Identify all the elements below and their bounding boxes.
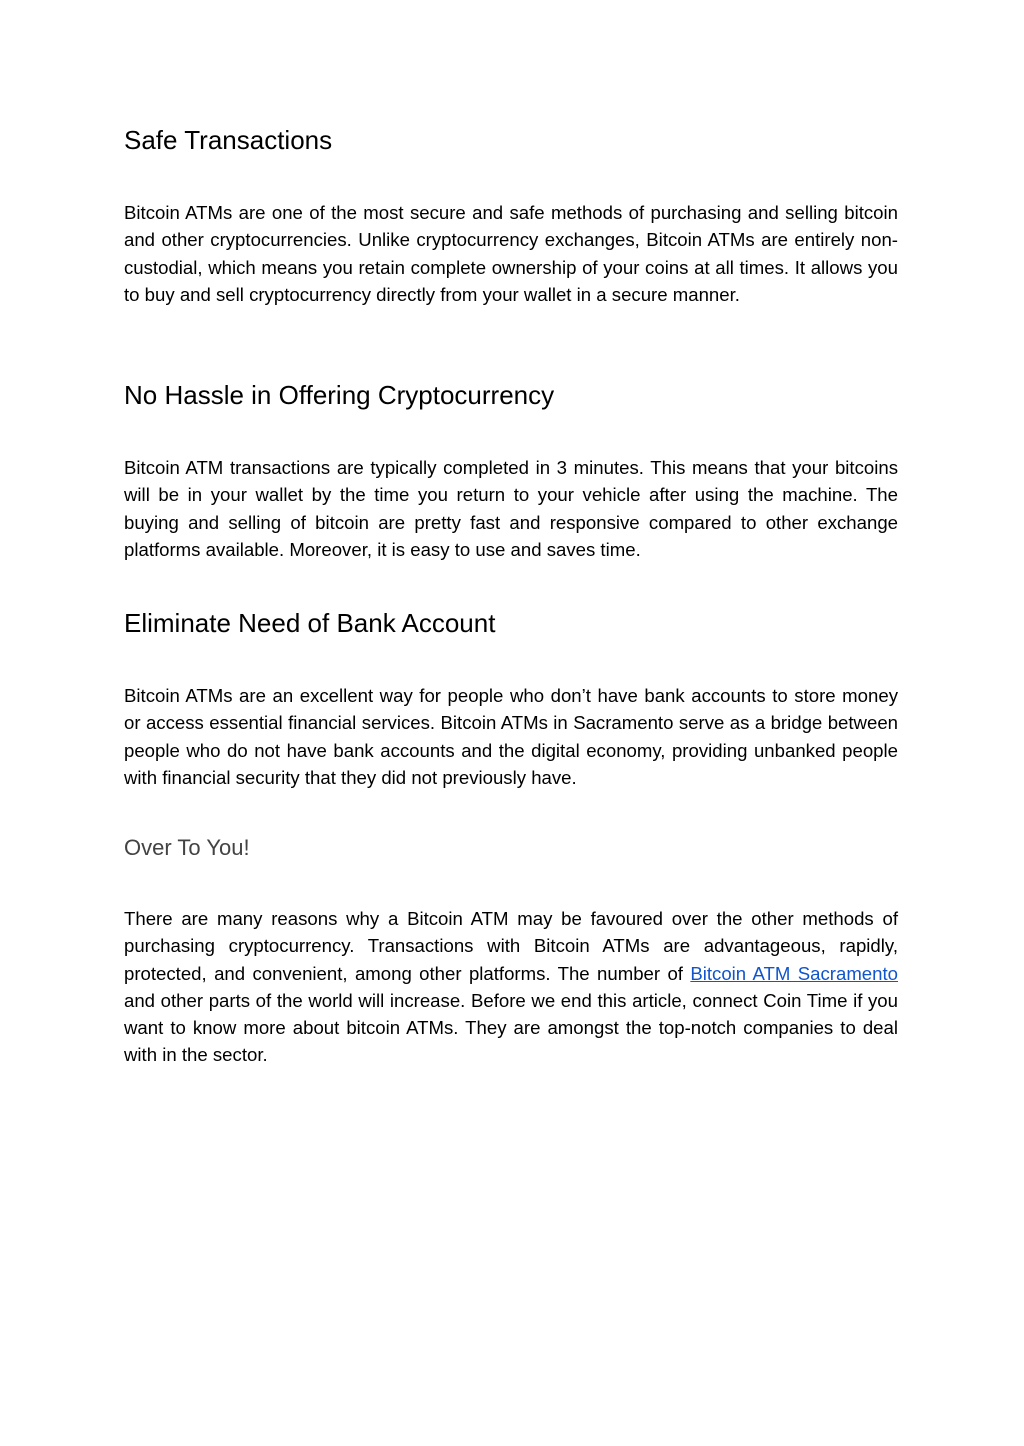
heading-no-hassle: No Hassle in Offering Cryptocurrency (124, 380, 555, 410)
paragraph-no-hassle: Bitcoin ATM transactions are typically completed in 3 minutes. This means that your bitcoins will be in your wallet by the time you return to your vehicle after using the machine. The buying and selling of bitcoin are pretty fast and responsive compared to other exchange platforms available. Moreover, it is easy to use and saves time. (124, 457, 898, 560)
paragraph-safe-transactions: Bitcoin ATMs are one of the most secure and safe methods of purchasing and selling bitcoin and other cryptocurrencies. Unlike cryptocurrency exchanges, Bitcoin ATMs are entirely non-custodial, which means you retain complete ownership of your coins at all times. It allows you to buy and sell cryptocurrency directly from your wallet in a secure manner. (124, 202, 898, 305)
heading-over-to-you: Over To You! (124, 835, 250, 860)
paragraph-eliminate-bank-account: Bitcoin ATMs are an excellent way for people who don’t have bank accounts to store money or access essential financial services. Bitcoin ATMs in Sacramento serve as a bridge between people who do not have bank accounts and the digital economy, providing unbanked people with financial security that they did not previously have. (124, 685, 898, 788)
heading-eliminate-bank-account: Eliminate Need of Bank Account (124, 608, 496, 638)
paragraph-over-to-you-text-after: and other parts of the world will increase. Before we end this article, connect Coin Time if you want to know more about bitcoin ATMs. They are amongst the top-notch companies to deal with in the sector. (124, 989, 898, 1066)
paragraph-over-to-you-text-before: There are many reasons why a Bitcoin ATM may be favoured over the other methods of purchasing cryptocurrency. Transactions with Bitcoin ATMs are advantageous, rapidly, protected, and convenient, among other platforms. The number of (124, 908, 898, 984)
paragraph-over-to-you (124, 905, 898, 1069)
bitcoin-atm-sacramento-link[interactable]: Bitcoin ATM Sacramento (690, 962, 898, 984)
heading-safe-transactions: Safe Transactions (124, 125, 333, 155)
